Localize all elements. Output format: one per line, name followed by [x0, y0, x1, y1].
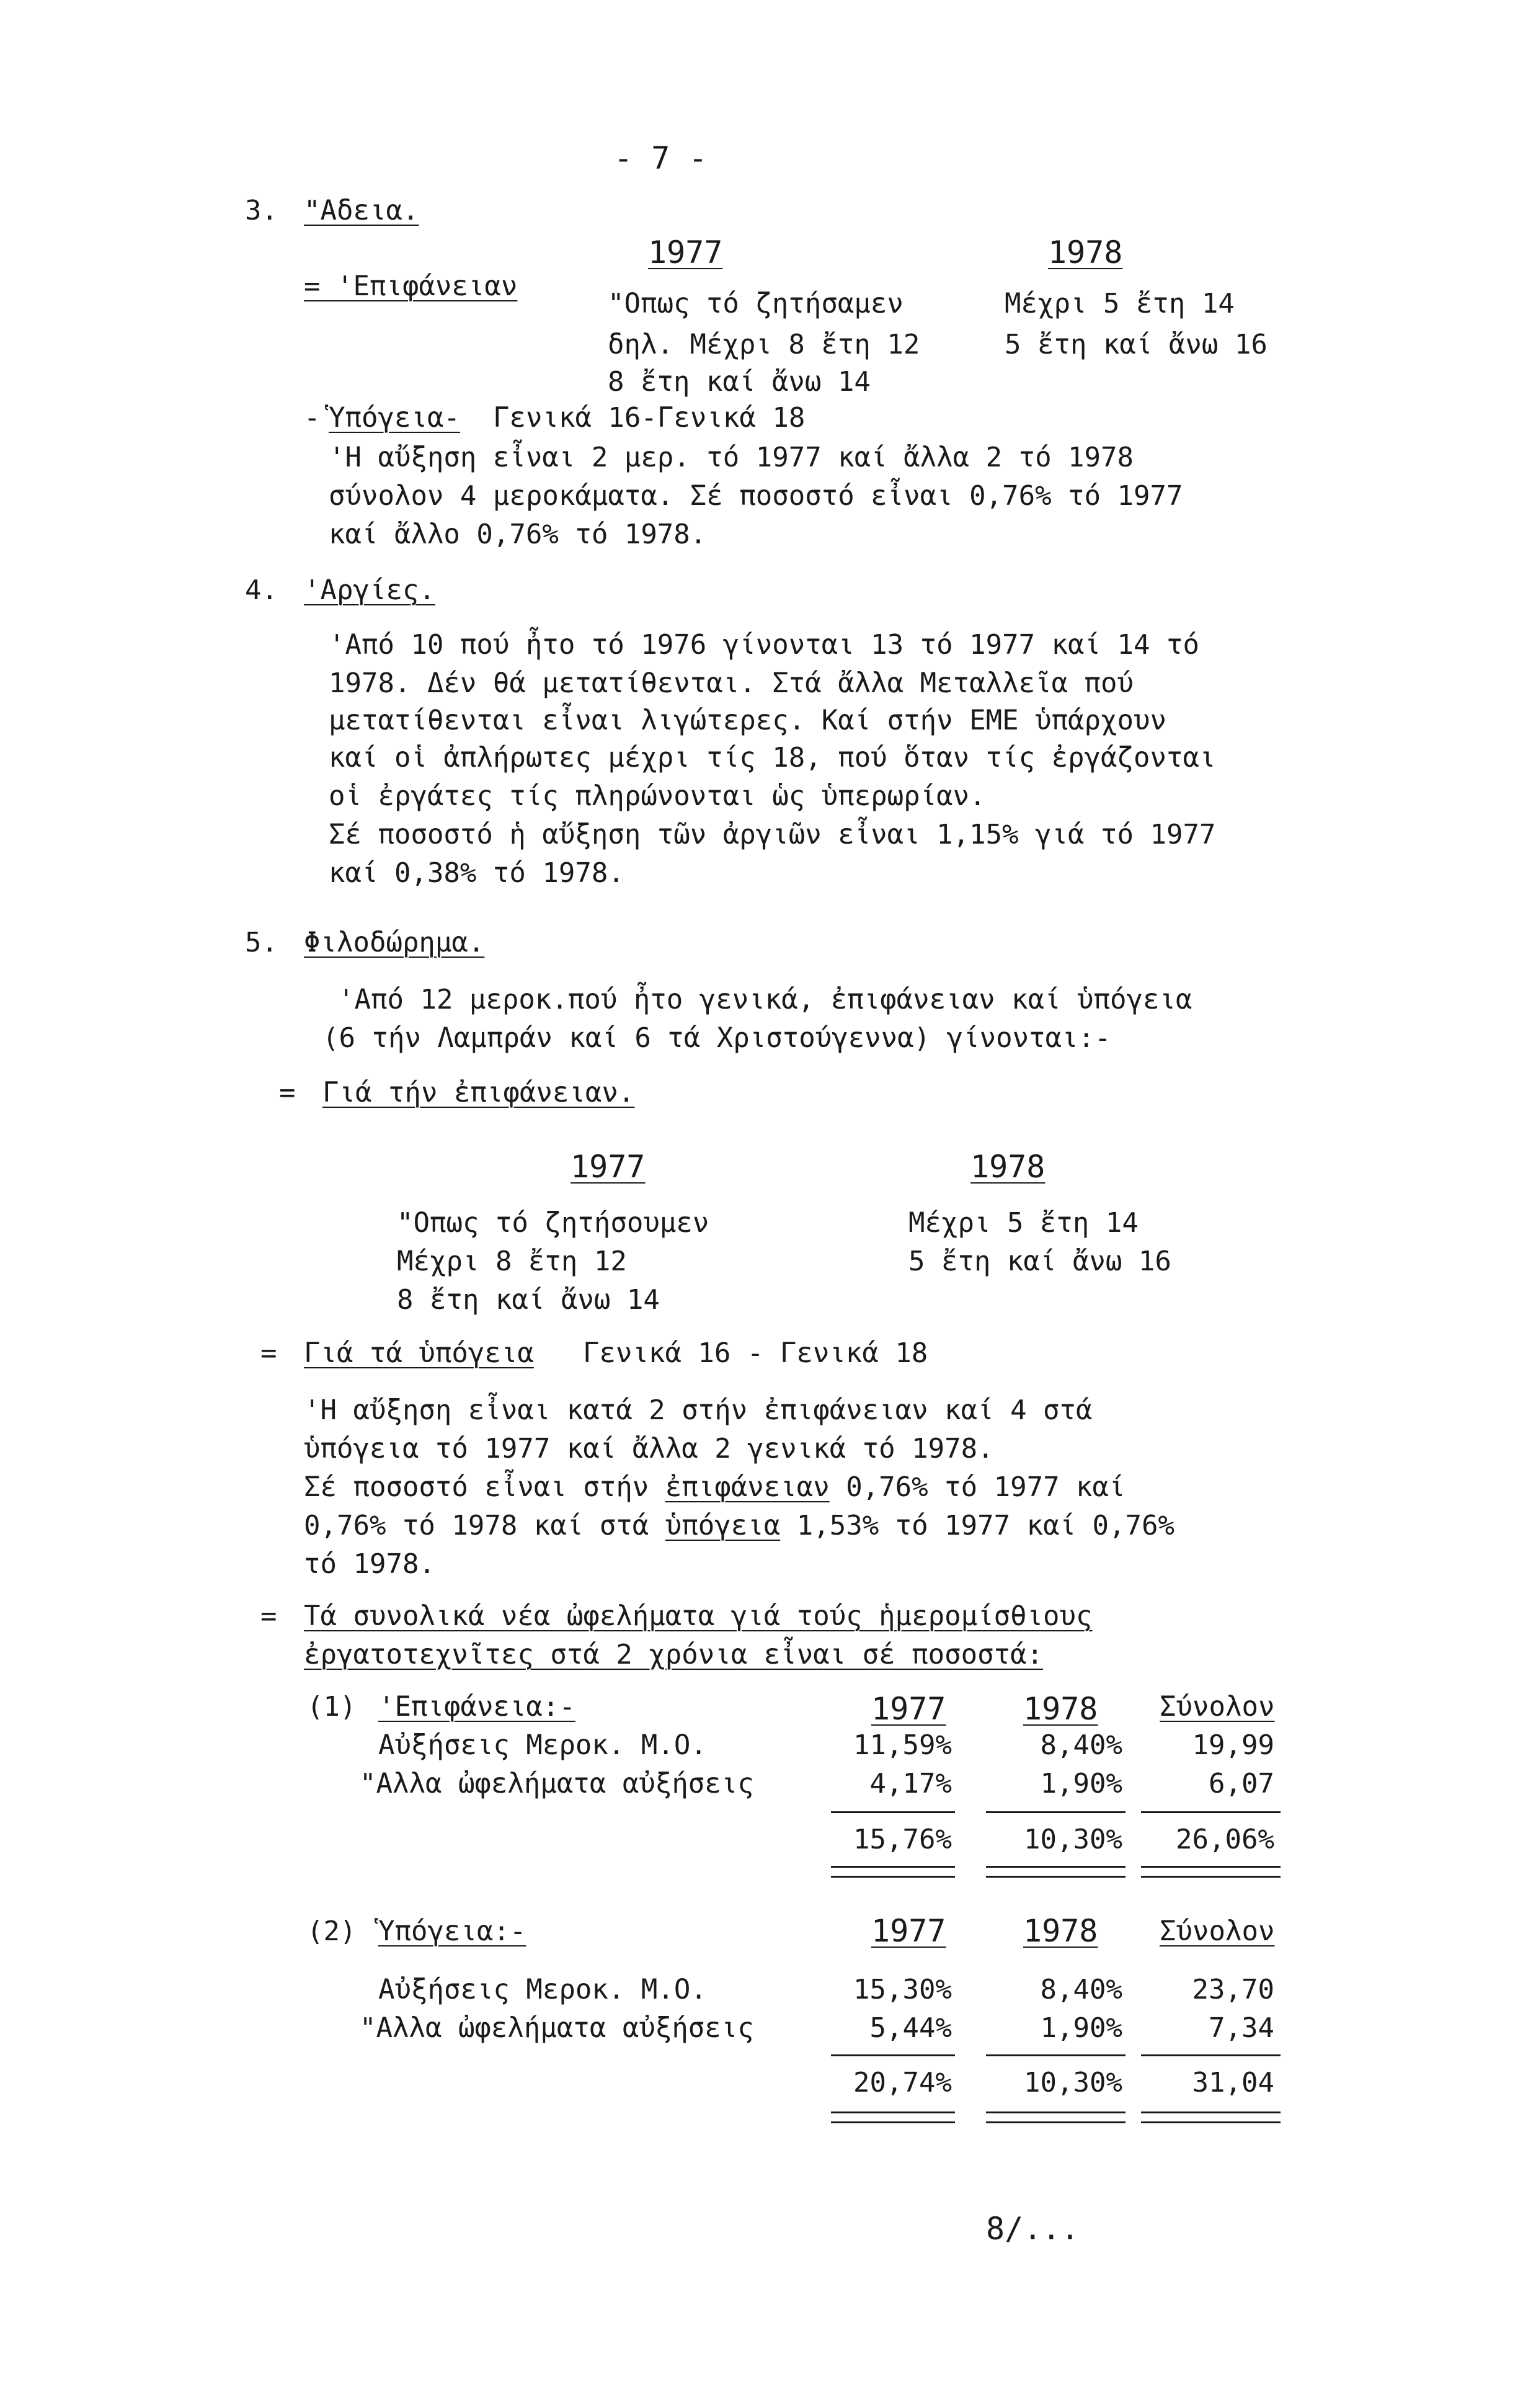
table1-cell: 4,17% — [869, 1768, 952, 1799]
table2-cell: 15,30% — [853, 1974, 952, 2005]
table1-header-1977: 1977 — [871, 1691, 946, 1727]
s3-col-1978: 1978 — [1048, 234, 1123, 270]
s3-ypogeia-text: Γενικά 16-Γενικά 18 — [493, 402, 806, 434]
table1-double-rule — [1141, 1866, 1281, 1868]
s5-pct-line2 — [304, 1512, 1174, 1540]
table2-number: (2) — [307, 1915, 357, 1947]
table2-double-rule — [986, 2121, 1126, 2123]
table1-header-1978: 1978 — [1023, 1691, 1098, 1727]
s3-row1-1977: "Οπως τό ζητήσαμεν — [608, 288, 904, 319]
s3-increase-line1: 'Η αὔξηση εἶναι 2 μερ. τό 1977 καί ἄλλα 2 τό 1978 — [329, 442, 1134, 473]
table1-total: 15,76% — [853, 1824, 952, 1855]
table2-header-total: Σύνολον — [1160, 1915, 1275, 1947]
section-5-title: Φιλοδώρημα. — [304, 927, 485, 958]
table2-cell: 8,40% — [1040, 1974, 1122, 2005]
table1-row-label: "Αλλα ὠφελήματα αὐξήσεις — [360, 1768, 754, 1799]
table2-sum-rule — [831, 2054, 955, 2056]
page-number: - 7 - — [614, 140, 708, 176]
s3-ypogeia-dash: - — [304, 402, 321, 434]
s5-epif-heading: Γιά τήν ἐπιφάνειαν. — [322, 1077, 635, 1108]
section-3-number: 3. — [245, 195, 278, 226]
s5-pct-line1-a: Σέ ποσοστό εἶναι στήν — [304, 1471, 649, 1503]
s5-para-line1: 'Η αὔξηση εἶναι κατά 2 στήν ἐπιφάνειαν καί 4 στά — [304, 1394, 1093, 1426]
s3-ypogeia-label: Ὑπόγεια- — [329, 402, 460, 434]
table1-cell: 11,59% — [853, 1729, 952, 1761]
s5-col-1978: 1978 — [970, 1149, 1046, 1185]
s4-line: καί 0,38% τό 1978. — [329, 857, 624, 889]
table2-sum-rule — [1141, 2054, 1281, 2056]
table2-double-rule — [1141, 2111, 1281, 2113]
s5-epif-equals: = — [279, 1077, 296, 1108]
table2-total: 31,04 — [1192, 2067, 1274, 2098]
table2-sum-rule — [986, 2054, 1126, 2056]
section-4-number: 4. — [245, 574, 278, 606]
s5-row2-1978: 5 ἔτη καί ἄνω 16 — [908, 1246, 1171, 1277]
s3-row2-1978: 5 ἔτη καί ἄνω 16 — [1005, 329, 1268, 360]
table2-double-rule — [1141, 2121, 1281, 2123]
s5-ypo-heading: Γιά τά ὑπόγεια — [304, 1337, 534, 1369]
table2-cell: 5,44% — [869, 2012, 952, 2044]
section-3-title: "Αδεια. — [304, 195, 419, 226]
table1-row-label: Αὐξήσεις Μεροκ. Μ.Ο. — [378, 1729, 707, 1761]
table2-cell: 1,90% — [1040, 2012, 1122, 2044]
section-5-number: 5. — [245, 927, 278, 958]
table2-double-rule — [831, 2111, 955, 2113]
s3-row1-1978: Μέχρι 5 ἔτη 14 — [1005, 288, 1235, 319]
table2-row-label: Αὐξήσεις Μεροκ. Μ.Ο. — [378, 1974, 707, 2005]
s5-pct-line2-a: 0,76% τό 1978 καί στά — [304, 1510, 649, 1541]
s5-pct-line1-underlined: ἐπιφάνειαν — [665, 1471, 830, 1503]
table1-header-total: Σύνολον — [1160, 1691, 1275, 1723]
s5-pct-line2-underlined: ὑπόγεια — [665, 1510, 781, 1541]
table1-sum-rule — [986, 1811, 1126, 1813]
table1-double-rule — [831, 1876, 955, 1878]
s4-line: καί οἱ ἀπλήρωτες μέχρι τίς 18, πού ὅταν τίς ἐργάζονται — [329, 742, 1216, 774]
table2-total: 10,30% — [1024, 2067, 1122, 2098]
s3-row2-1977: δηλ. Μέχρι 8 ἔτη 12 — [608, 329, 920, 360]
s3-row3-1977: 8 ἔτη καί ἄνω 14 — [608, 366, 871, 398]
s5-total-heading-line1: Τά συνολικά νέα ὠφελήματα γιά τούς ἡμερομίσθιους — [304, 1600, 1093, 1632]
s4-line: 'Από 10 πού ἦτο τό 1976 γίνονται 13 τό 1977 καί 14 τό — [329, 629, 1199, 661]
table2-header-1978: 1978 — [1023, 1913, 1098, 1949]
table2-header-1977: 1977 — [871, 1913, 946, 1949]
s5-total-equals: = — [260, 1600, 277, 1632]
s3-col-1977: 1977 — [648, 234, 723, 270]
table2-cell: 7,34 — [1209, 2012, 1274, 2044]
s5-row3-1977: 8 ἔτη καί ἄνω 14 — [397, 1284, 660, 1316]
s5-para-line2: ὑπόγεια τό 1977 καί ἄλλα 2 γενικά τό 1978. — [304, 1433, 994, 1465]
table1-double-rule — [1141, 1876, 1281, 1878]
table2-cell: 23,70 — [1192, 1974, 1274, 2005]
table1-sum-rule — [1141, 1811, 1281, 1813]
table1-cell: 6,07 — [1209, 1768, 1274, 1799]
table2-double-rule — [831, 2121, 955, 2123]
s5-total-heading-line2: ἐργατοτεχνῖτες στά 2 χρόνια εἶναι σέ ποσοστά: — [304, 1639, 1044, 1670]
table2-row-label: "Αλλα ὠφελήματα αὐξήσεις — [360, 2012, 754, 2044]
s5-ypo-equals: = — [260, 1337, 277, 1369]
table1-cell: 1,90% — [1040, 1768, 1122, 1799]
s4-line: 1978. Δέν θά μετατίθενται. Στά ἄλλα Μεταλλεῖα πού — [329, 667, 1134, 699]
table1-double-rule — [986, 1876, 1126, 1878]
table1-number: (1) — [307, 1691, 357, 1723]
table1-cell: 19,99 — [1192, 1729, 1274, 1761]
s5-pct-line3: τό 1978. — [304, 1548, 435, 1580]
table1-title: 'Επιφάνεια:- — [378, 1691, 575, 1723]
s3-epifaneia-label: = 'Επιφάνειαν — [304, 270, 518, 302]
s5-row2-1977: Μέχρι 8 ἔτη 12 — [397, 1246, 627, 1277]
table1-total: 26,06% — [1176, 1824, 1274, 1855]
s5-pct-line1-b: 0,76% τό 1977 καί — [846, 1471, 1126, 1503]
s5-col-1977: 1977 — [571, 1149, 646, 1185]
s5-intro-line2: (6 τήν Λαμπράν καί 6 τά Χριστούγεννα) γίνονται:- — [322, 1022, 1111, 1054]
table1-sum-rule — [831, 1811, 955, 1813]
table1-double-rule — [831, 1866, 955, 1868]
table1-cell: 8,40% — [1040, 1729, 1122, 1761]
table1-double-rule — [986, 1866, 1126, 1868]
s5-pct-line1 — [304, 1471, 1126, 1503]
s5-row1-1978: Μέχρι 5 ἔτη 14 — [908, 1207, 1139, 1239]
table2-double-rule — [986, 2111, 1126, 2113]
s3-increase-line3: καί ἄλλο 0,76% τό 1978. — [329, 519, 707, 550]
s4-line: Σέ ποσοστό ἡ αὔξηση τῶν ἀργιῶν εἶναι 1,15% γιά τό 1977 — [329, 819, 1216, 850]
table1-total: 10,30% — [1024, 1824, 1122, 1855]
s4-line: οἱ ἐργάτες τίς πληρώνονται ὡς ὑπερωρίαν. — [329, 780, 986, 812]
table2-total: 20,74% — [853, 2067, 952, 2098]
s3-increase-line2: σύνολον 4 μεροκάματα. Σέ ποσοστό εἶναι 0,76% τό 1977 — [329, 480, 1183, 512]
continuation-marker: 8/... — [986, 2211, 1080, 2247]
s5-intro-line1: 'Από 12 μεροκ.πού ἦτο γενικά, ἐπιφάνειαν καί ὑπόγεια — [338, 984, 1192, 1015]
table2-title: Ὑπόγεια:- — [378, 1915, 526, 1947]
s4-line: μετατίθενται εἶναι λιγώτερες. Καί στήν ΕΜΕ ὑπάρχουν — [329, 705, 1167, 736]
section-4-title: 'Αργίες. — [304, 574, 435, 606]
s5-pct-line2-b: 1,53% τό 1977 καί 0,76% — [796, 1510, 1175, 1541]
s5-ypo-text: Γενικά 16 - Γενικά 18 — [583, 1337, 928, 1369]
s5-row1-1977: "Οπως τό ζητήσουμεν — [397, 1207, 709, 1239]
